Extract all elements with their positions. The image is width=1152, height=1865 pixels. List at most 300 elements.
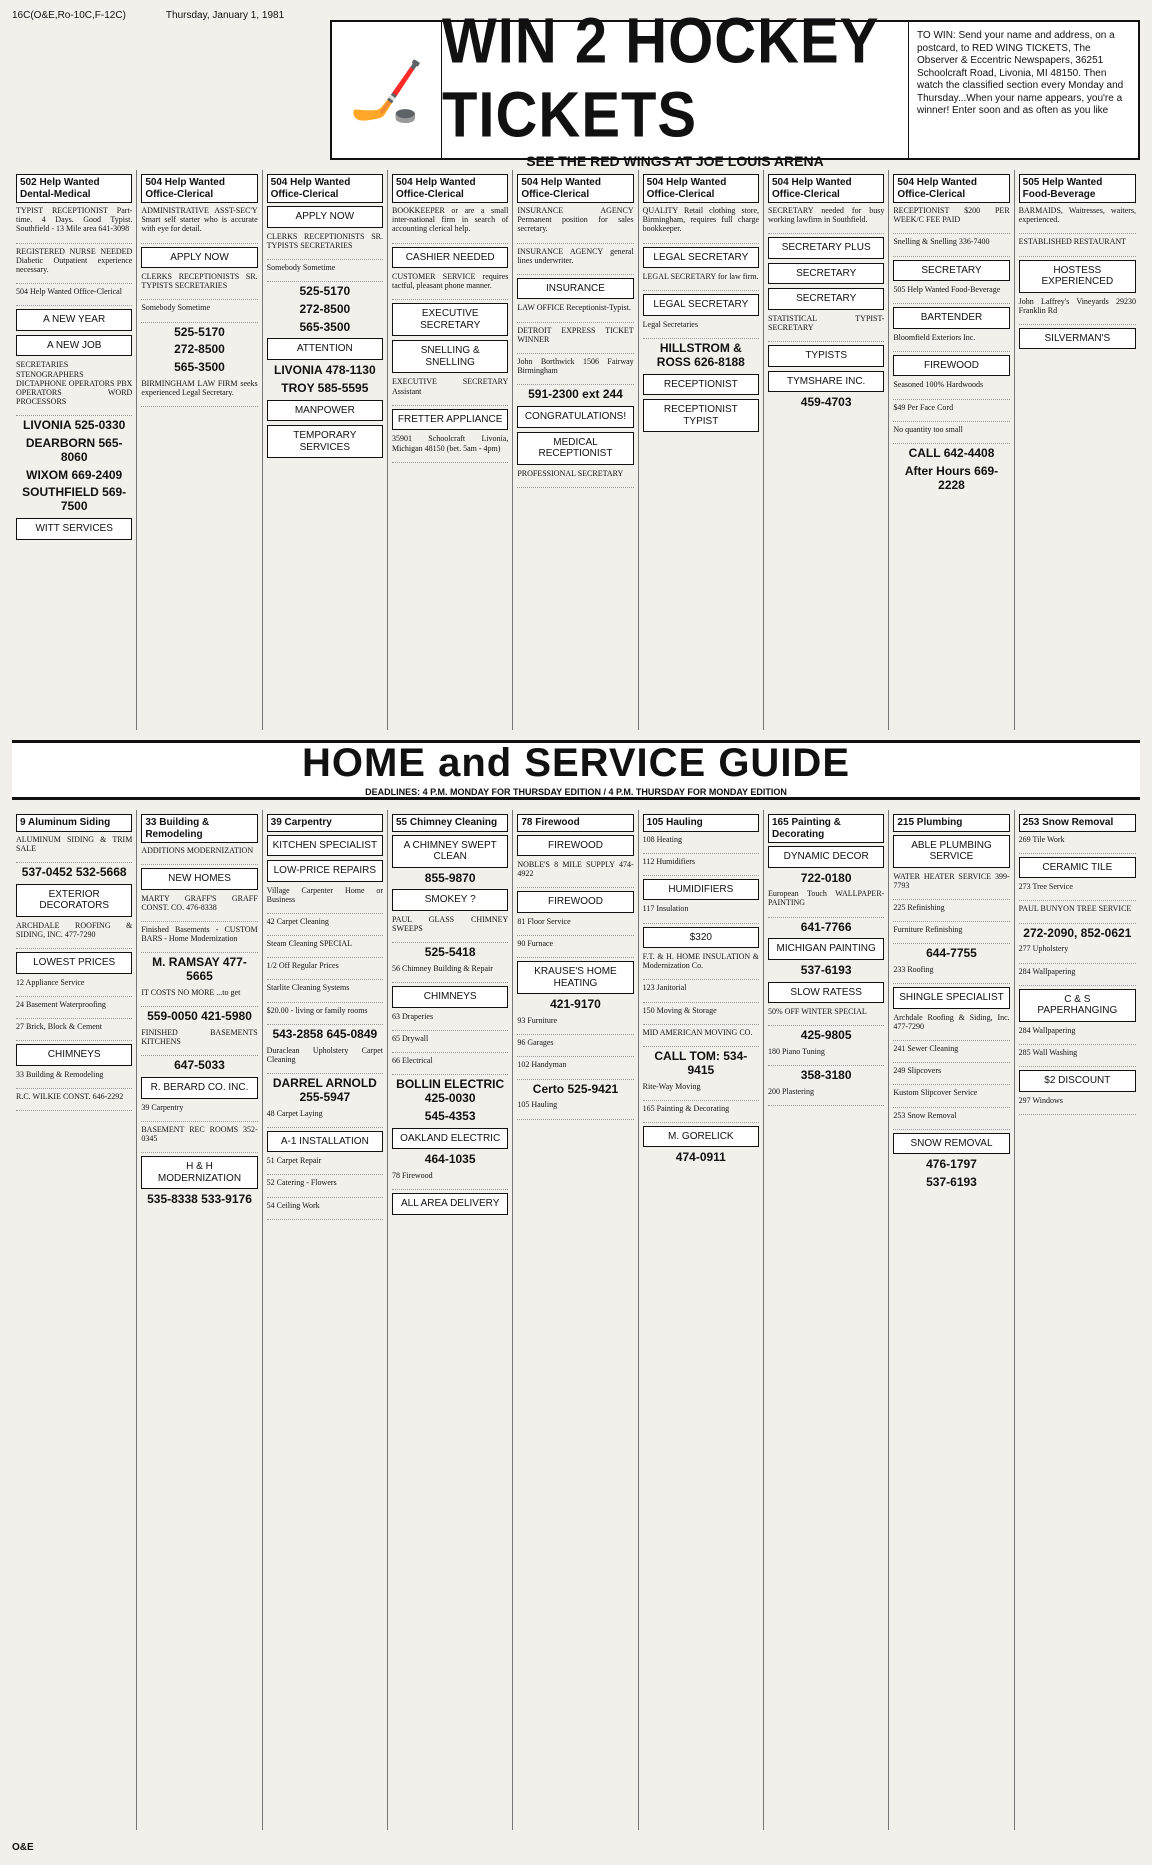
ad-body-text-lines bbox=[768, 336, 884, 342]
classified-ad: 249 Slipcovers bbox=[893, 1066, 942, 1076]
hockey-player-icon: 🏒 bbox=[332, 22, 442, 158]
category-header: 55 Chimney Cleaning bbox=[392, 814, 508, 832]
classified-column bbox=[764, 170, 889, 730]
classified-ad: 476-1797 bbox=[926, 1157, 977, 1172]
ad-body-text-lines bbox=[1019, 251, 1136, 257]
classified-ad: BASEMENT REC ROOMS 352-0345 bbox=[141, 1124, 258, 1144]
classified-column bbox=[12, 810, 137, 1830]
ad-body-text-lines bbox=[517, 348, 633, 354]
classified-ad: PAUL BUNYON TREE SERVICE bbox=[1018, 904, 1132, 914]
classified-ad: BOLLIN ELECTRIC 425-0030 bbox=[396, 1077, 505, 1106]
classified-ad: H & H MODERNIZATION bbox=[141, 1156, 257, 1189]
classified-ad: 565-3500 bbox=[299, 319, 351, 334]
ad-body-text-lines bbox=[16, 410, 132, 416]
classified-ad: CHIMNEYS bbox=[16, 1044, 132, 1066]
category-header: 253 Snow Removal bbox=[1019, 814, 1136, 832]
classified-ad: OAKLAND ELECTRIC bbox=[392, 1128, 508, 1150]
ad-body-text-lines bbox=[643, 333, 759, 339]
ad-body-text-lines bbox=[517, 1074, 633, 1080]
ad-body-text-lines bbox=[643, 918, 759, 924]
classified-ad: 96 Garages bbox=[517, 1038, 554, 1048]
classified-ad: LIVONIA 525-0330 bbox=[23, 418, 126, 433]
classified-ad: Duraclean Upholstery Carpet Cleaning bbox=[266, 1045, 383, 1064]
classified-ad: QUALITY Retail clothing store, Birmingham, requires full charge bookkeeper. bbox=[642, 206, 759, 234]
classified-ad: 54 Ceiling Work bbox=[266, 1200, 320, 1210]
classified-ad: $320 bbox=[643, 927, 759, 949]
ad-body-text-lines bbox=[267, 1214, 383, 1220]
classified-ad: 1/2 Off Regular Prices bbox=[266, 961, 339, 971]
ad-body-text-lines bbox=[893, 1102, 1009, 1108]
classified-ad: 464-1035 bbox=[424, 1152, 476, 1167]
classified-column bbox=[889, 810, 1014, 1830]
classified-ad: Village Carpenter Home or Business bbox=[266, 885, 383, 904]
classified-ad: R. BERARD CO. INC. bbox=[141, 1077, 257, 1099]
classified-column bbox=[388, 810, 513, 1830]
classified-ad: SECRETARY bbox=[893, 260, 1009, 282]
ad-body-text-lines bbox=[16, 1035, 132, 1041]
classified-ad: $20.00 - living or family rooms bbox=[266, 1005, 368, 1015]
classified-column bbox=[137, 810, 262, 1830]
banner-rules: TO WIN: Send your name and address, on a postcard, to RED WING TICKETS, The Observer & Eccentric Newspapers, 36251 Schoolcraft Road, Livonia, MI 48150. Then watch the classified section every Monday and Thursday...When your name appears, you're a winner! Enter soon and as often as you like bbox=[908, 22, 1138, 158]
ad-body-text-lines bbox=[643, 238, 759, 244]
classified-ad: No quantity too small bbox=[893, 424, 963, 434]
classified-ad: MEDICAL RECEPTIONIST bbox=[517, 432, 633, 465]
classified-ad: Starlite Cleaning Systems bbox=[266, 983, 350, 993]
classified-ad: DEARBORN 565-8060 bbox=[25, 436, 123, 464]
classified-ad: $2 DISCOUNT bbox=[1019, 1070, 1136, 1092]
classified-ad: 474-0911 bbox=[675, 1150, 726, 1165]
ad-body-text-lines bbox=[1019, 319, 1136, 325]
ad-body-text-lines bbox=[16, 278, 132, 284]
classified-ad: 269 Tile Work bbox=[1018, 834, 1065, 844]
ad-body-text-lines bbox=[267, 908, 383, 914]
classified-ad: 559-0050 421-5980 bbox=[147, 1009, 252, 1024]
classified-ad: 35901 Schoolcraft Livonia, Michigan 48150 (bet. 5am - 4pm) bbox=[392, 434, 509, 453]
ad-body-text-lines bbox=[517, 882, 633, 888]
classified-ad: Legal Secretaries bbox=[642, 319, 698, 329]
ad-body-text-lines bbox=[893, 346, 1009, 352]
classified-ad: EXTERIOR DECORATORS bbox=[16, 884, 132, 917]
classified-ad: ESTABLISHED RESTAURANT bbox=[1018, 237, 1127, 247]
ad-body-text-lines bbox=[643, 974, 759, 980]
ad-body-text-lines bbox=[1019, 1109, 1136, 1115]
help-wanted-section bbox=[12, 170, 1140, 730]
classified-ad: HUMIDIFIERS bbox=[643, 879, 759, 901]
classified-ad: 241 Sewer Cleaning bbox=[893, 1044, 959, 1054]
category-header: 33 Building & Remodeling bbox=[141, 814, 257, 843]
classified-ad: SLOW RATESS bbox=[768, 982, 884, 1004]
ad-body-text-lines bbox=[517, 952, 633, 958]
ad-body-text-lines bbox=[893, 416, 1009, 422]
ad-body-text-lines bbox=[768, 228, 884, 234]
category-header: 215 Plumbing bbox=[893, 814, 1009, 832]
ad-body-text-lines bbox=[517, 1029, 633, 1035]
ad-body-text-lines bbox=[141, 916, 257, 922]
ad-body-text-lines bbox=[517, 1051, 633, 1057]
ad-body-text-lines bbox=[893, 1079, 1009, 1085]
ad-body-text-lines bbox=[768, 912, 884, 918]
classified-ad: BARTENDER bbox=[893, 307, 1009, 329]
classified-ad: Somebody Sometime bbox=[266, 262, 336, 272]
classified-ad: A NEW JOB bbox=[16, 335, 132, 357]
classified-ad: 284 Wallpapering bbox=[1018, 966, 1076, 976]
classified-ad: PAUL GLASS CHIMNEY SWEEPS bbox=[392, 914, 509, 933]
classified-ad: LIVONIA 478-1130 bbox=[274, 362, 376, 377]
classified-ad: R.C. WILKIE CONST. 646-2292 bbox=[16, 1091, 124, 1101]
classified-ad: 93 Furniture bbox=[517, 1016, 558, 1026]
ad-body-text-lines bbox=[893, 251, 1009, 257]
classified-ad: MANPOWER bbox=[267, 400, 383, 422]
category-header: 504 Help Wanted Office-Clerical bbox=[768, 174, 884, 203]
ad-body-text-lines bbox=[267, 952, 383, 958]
ad-body-text-lines bbox=[16, 300, 132, 306]
classified-ad: SECRETARIES STENOGRAPHERS DICTAPHONE OPERATORS PBX OPERATORS WORD PROCESSORS bbox=[16, 360, 133, 407]
ad-body-text-lines bbox=[141, 317, 257, 323]
classified-ad: Somebody Sometime bbox=[141, 303, 210, 313]
ad-body-text-lines bbox=[893, 298, 1009, 304]
classified-ad: BOOKKEEPER or are a small inter-national firm in search of accounting clerical help. bbox=[392, 206, 509, 234]
ad-body-text-lines bbox=[1019, 958, 1136, 964]
ad-body-text-lines bbox=[267, 276, 383, 282]
home-service-section bbox=[12, 810, 1140, 1830]
ad-body-text-lines bbox=[141, 294, 257, 300]
ad-body-text-lines bbox=[643, 1041, 759, 1047]
classified-ad: 272-2090, 852-0621 bbox=[1023, 925, 1132, 940]
ad-body-text-lines bbox=[517, 1114, 633, 1120]
classified-ad: M. RAMSAY 477-5665 bbox=[152, 955, 247, 984]
ad-body-text-lines bbox=[643, 870, 759, 876]
ad-body-text-lines bbox=[16, 991, 132, 997]
classified-ad: DETROIT EXPRESS TICKET WINNER bbox=[517, 325, 634, 344]
classified-ad: ALUMINUM SIDING & TRIM SALE bbox=[16, 834, 133, 853]
ad-body-text-lines bbox=[141, 401, 257, 407]
classified-column bbox=[263, 810, 388, 1830]
classified-ad: WATER HEATER SERVICE 399-7793 bbox=[893, 871, 1010, 890]
classified-ad: TYPISTS bbox=[768, 345, 884, 367]
classified-ad: LEGAL SECRETARY bbox=[643, 247, 759, 269]
ad-body-text-lines bbox=[392, 400, 508, 406]
classified-ad: REGISTERED NURSE NEEDED Diabetic Outpatient experience necessary. bbox=[16, 246, 133, 274]
category-header: 504 Help Wanted Office-Clerical bbox=[141, 174, 257, 203]
ad-body-text-lines bbox=[267, 974, 383, 980]
classified-ad: SNOW REMOVAL bbox=[893, 1133, 1009, 1155]
ad-body-text-lines bbox=[16, 238, 132, 244]
classified-ad: SOUTHFIELD 569-7500 bbox=[22, 485, 127, 514]
classified-ad: 233 Roofing bbox=[893, 965, 934, 975]
classified-ad: KITCHEN SPECIALIST bbox=[267, 835, 383, 857]
classified-ad: KRAUSE'S HOME HEATING bbox=[517, 961, 633, 994]
classified-ad: CHIMNEYS bbox=[392, 986, 508, 1008]
classified-ad: 66 Electrical bbox=[392, 1056, 433, 1066]
category-header: 39 Carpentry bbox=[267, 814, 383, 832]
classified-ad: NOBLE'S 8 MILE SUPPLY 474-4922 bbox=[517, 860, 634, 879]
ad-body-text-lines bbox=[768, 1060, 884, 1066]
classified-ad: 81 Floor Service bbox=[517, 916, 571, 926]
folio-date: Thursday, January 1, 1981 bbox=[165, 10, 285, 21]
classified-ad: TYMSHARE INC. bbox=[768, 371, 884, 393]
classified-ad: 277 Upholstery bbox=[1018, 944, 1069, 954]
ad-body-text-lines bbox=[267, 1068, 383, 1074]
ad-body-text-lines bbox=[267, 1122, 383, 1128]
classified-ad: John Borthwick 1506 Fairway Birmingham bbox=[517, 357, 634, 376]
classified-ad: M. GORELICK bbox=[643, 1126, 759, 1148]
classified-ad: SECRETARY bbox=[768, 288, 884, 310]
category-header: 502 Help Wanted Dental-Medical bbox=[16, 174, 132, 203]
classified-ad: Steam Cleaning SPECIAL bbox=[266, 939, 352, 949]
page-footer: O&E bbox=[12, 1842, 34, 1853]
ad-body-text-lines bbox=[517, 238, 633, 244]
classified-ad: 273 Tree Service bbox=[1018, 882, 1073, 892]
classified-ad: 591-2300 ext 244 bbox=[528, 387, 623, 402]
ad-body-text-lines bbox=[893, 978, 1009, 984]
classified-ad: WIXOM 669-2409 bbox=[26, 467, 123, 482]
classified-column bbox=[1015, 810, 1140, 1830]
ad-body-text-lines bbox=[392, 457, 508, 463]
classified-ad: 525-5170 bbox=[174, 324, 225, 339]
ad-body-text-lines bbox=[893, 228, 1009, 234]
classified-ad: 52 Catering - Flowers bbox=[266, 1178, 337, 1188]
ad-body-text-lines bbox=[392, 1047, 508, 1053]
classified-ad: 165 Painting & Decorating bbox=[642, 1103, 730, 1113]
classified-ad: 272-8500 bbox=[299, 301, 351, 316]
classified-ad: 425-9805 bbox=[800, 1028, 852, 1043]
classified-ad: CLERKS RECEPTIONISTS SR. TYPISTS SECRETARIES bbox=[266, 231, 383, 250]
classified-ad: 12 Appliance Service bbox=[16, 977, 85, 987]
classified-ad: FRETTER APPLIANCE bbox=[392, 409, 508, 431]
classified-ad: 525-5170 bbox=[299, 284, 351, 299]
classified-ad: 504 Help Wanted Office-Clerical bbox=[16, 287, 122, 297]
ad-body-text-lines bbox=[893, 394, 1009, 400]
classified-ad: SECRETARY needed for busy working lawfirm in Southfield. bbox=[768, 206, 885, 225]
category-header: 504 Help Wanted Office-Clerical bbox=[893, 174, 1009, 203]
ad-body-text-lines bbox=[267, 1019, 383, 1025]
classified-ad: 459-4703 bbox=[800, 395, 852, 410]
ad-body-text-lines bbox=[1019, 1039, 1136, 1045]
classified-ad: 123 Janitorial bbox=[642, 983, 687, 993]
ad-body-text-lines bbox=[643, 1095, 759, 1101]
classified-ad: 421-9170 bbox=[550, 997, 601, 1012]
ad-body-text-lines bbox=[893, 438, 1009, 444]
ad-body-text-lines bbox=[643, 1019, 759, 1025]
classified-ad: RECEPTIONIST bbox=[643, 374, 759, 396]
classified-ad: BIRMINGHAM LAW FIRM seeks experienced Legal Secretary. bbox=[141, 379, 258, 398]
classified-ad: 56 Chimney Building & Repair bbox=[392, 963, 493, 973]
classified-column bbox=[12, 170, 137, 730]
classified-ad: 545-4353 bbox=[424, 1108, 476, 1123]
category-header: 78 Firewood bbox=[517, 814, 633, 832]
classified-ad: TEMPORARY SERVICES bbox=[267, 425, 383, 458]
classified-ad: A-1 INSTALLATION bbox=[267, 1131, 383, 1153]
classified-column bbox=[513, 170, 638, 730]
classified-ad: 39 Carpentry bbox=[141, 1102, 184, 1112]
classified-ad: 647-5033 bbox=[174, 1058, 225, 1073]
ad-body-text-lines bbox=[392, 238, 508, 244]
ad-body-text-lines bbox=[893, 1124, 1009, 1130]
classified-ad: Furniture Refinishing bbox=[893, 925, 963, 935]
classified-ad: 63 Draperies bbox=[392, 1011, 434, 1021]
classified-ad: 105 Hauling bbox=[517, 1100, 558, 1110]
classified-ad: LAW OFFICE Receptionist-Typist. bbox=[517, 303, 631, 313]
classified-ad: Seasoned 100% Hardwoods bbox=[893, 380, 984, 390]
ad-body-text-lines bbox=[643, 1117, 759, 1123]
ad-body-text-lines bbox=[16, 1105, 132, 1111]
classified-ad: APPLY NOW bbox=[267, 206, 383, 228]
ad-body-text-lines bbox=[267, 254, 383, 260]
classified-ad: Kustom Slipcover Service bbox=[893, 1088, 978, 1098]
classified-ad: SECRETARY PLUS bbox=[768, 237, 884, 259]
ad-body-text-lines bbox=[768, 1100, 884, 1106]
classified-ad: ATTENTION bbox=[267, 338, 383, 360]
classified-ad: 42 Carpet Cleaning bbox=[266, 916, 329, 926]
classified-ad: EXECUTIVE SECRETARY bbox=[392, 303, 508, 336]
guide-deadlines: DEADLINES: 4 P.M. MONDAY FOR THURSDAY EDITION / 4 P.M. THURSDAY FOR MONDAY EDITION bbox=[365, 787, 787, 797]
classified-ad: CASHIER NEEDED bbox=[392, 247, 508, 269]
classified-ad: 565-3500 bbox=[174, 360, 225, 375]
classified-ad: LEGAL SECRETARY bbox=[643, 294, 759, 316]
classified-ad: FIREWOOD bbox=[517, 891, 633, 913]
classified-ad: RECEPTIONIST TYPIST bbox=[643, 399, 759, 432]
classified-ad: FIREWOOD bbox=[517, 835, 633, 857]
ad-body-text-lines bbox=[267, 1192, 383, 1198]
ad-body-text-lines bbox=[643, 285, 759, 291]
ad-body-text-lines bbox=[267, 997, 383, 1003]
classified-ad: 27 Brick, Block & Cement bbox=[16, 1021, 102, 1031]
classified-ad: HILLSTROM & ROSS 626-8188 bbox=[656, 340, 745, 369]
classified-ad: Finished Basements - CUSTOM BARS - Home Modernization bbox=[141, 925, 258, 944]
ad-body-text-lines bbox=[141, 1001, 257, 1007]
classified-ad: Certo 525-9421 bbox=[532, 1081, 619, 1096]
classified-column bbox=[889, 170, 1014, 730]
ad-body-text-lines bbox=[141, 947, 257, 953]
classified-ad: SMOKEY ? bbox=[392, 889, 508, 911]
ad-body-text-lines bbox=[141, 1147, 257, 1153]
classified-ad: MARTY GRAFF'S GRAFF CONST. CO. 476-8338 bbox=[141, 893, 258, 912]
classified-ad: Rite-Way Moving bbox=[642, 1081, 701, 1091]
folio-code: 16C(O&E,Ro-10C,F-12C) bbox=[12, 10, 126, 21]
classified-ad: 90 Furnace bbox=[517, 939, 554, 949]
ad-body-text-lines bbox=[141, 1050, 257, 1056]
ad-body-text-lines bbox=[1019, 918, 1136, 924]
classified-ad: ADDITIONS MODERNIZATION bbox=[141, 846, 254, 855]
classified-ad: INSURANCE AGENCY general lines underwriter. bbox=[517, 246, 634, 265]
classified-ad: ALL AREA DELIVERY bbox=[392, 1193, 508, 1215]
classified-ad: 50% OFF WINTER SPECIAL bbox=[768, 1007, 867, 1017]
classified-ad: After Hours 669-2228 bbox=[904, 463, 999, 492]
category-header: 504 Help Wanted Office-Clerical bbox=[392, 174, 508, 203]
ad-body-text-lines bbox=[1019, 1061, 1136, 1067]
ad-body-text-lines bbox=[141, 238, 257, 244]
classified-ad: 543-2858 645-0849 bbox=[272, 1026, 378, 1041]
ad-body-text-lines bbox=[267, 930, 383, 936]
classified-ad: $49 Per Face Cord bbox=[893, 402, 954, 412]
classified-column bbox=[764, 810, 889, 1830]
ad-body-text-lines bbox=[893, 916, 1009, 922]
classified-ad: RECEPTIONIST $200 PER WEEK/C FEE PAID bbox=[893, 206, 1010, 225]
classified-ad: 117 Insulation bbox=[642, 904, 689, 914]
classified-ad: A CHIMNEY SWEPT CLEAN bbox=[392, 835, 508, 868]
classified-ad: 65 Drywall bbox=[392, 1033, 429, 1043]
ad-body-text-lines bbox=[768, 1020, 884, 1026]
classified-ad: Archdale Roofing & Siding, Inc. 477-7290 bbox=[893, 1012, 1010, 1031]
classified-ad: 200 Plastering bbox=[768, 1087, 814, 1097]
ad-body-text-lines bbox=[517, 930, 633, 936]
ad-body-text-lines bbox=[517, 482, 633, 488]
classified-ad: 641-7766 bbox=[800, 919, 852, 934]
classified-ad: F.T. & H. HOME INSULATION & Modernization Co. bbox=[642, 952, 759, 971]
ad-body-text-lines bbox=[1019, 848, 1136, 854]
classified-ad: 24 Basement Waterproofing bbox=[16, 999, 106, 1009]
classified-ad: CALL TOM: 534-9415 bbox=[654, 1049, 748, 1077]
banner-headline: WIN 2 HOCKEY TICKETS bbox=[442, 5, 879, 151]
classified-ad: 722-0180 bbox=[800, 870, 852, 885]
classified-ad: CERAMIC TILE bbox=[1019, 857, 1136, 879]
classified-ad: 108 Heating bbox=[642, 834, 682, 844]
classified-ad: ARCHDALE ROOFING & SIDING, INC. 477-7290 bbox=[16, 920, 133, 939]
classified-ad: European Touch WALLPAPER-PAINTING bbox=[768, 889, 885, 908]
classified-ad: INSURANCE AGENCY Permanent position for sales secretary. bbox=[517, 206, 634, 234]
ad-body-text-lines bbox=[643, 848, 759, 854]
ad-body-text-lines bbox=[643, 997, 759, 1003]
classified-ad: 33 Building & Remodeling bbox=[16, 1069, 104, 1079]
classified-ad: DARREL ARNOLD 255-5947 bbox=[272, 1075, 377, 1104]
classified-ad: SECRETARY bbox=[768, 263, 884, 285]
classified-ad: FINISHED BASEMENTS KITCHENS bbox=[141, 1028, 258, 1047]
banner-subhead: SEE THE RED WINGS AT JOE LOUIS ARENA bbox=[526, 153, 824, 169]
classified-ad: HOSTESS EXPERIENCED bbox=[1019, 260, 1136, 293]
classified-ad: 855-9870 bbox=[424, 870, 476, 885]
ad-body-text-lines bbox=[517, 269, 633, 275]
classified-column bbox=[137, 170, 262, 730]
classified-column bbox=[639, 170, 764, 730]
classified-column bbox=[513, 810, 638, 1830]
classified-ad: 535-8338 533-9176 bbox=[147, 1192, 252, 1207]
ad-body-text-lines bbox=[893, 938, 1009, 944]
ad-body-text-lines bbox=[392, 294, 508, 300]
category-header: 504 Help Wanted Office-Clerical bbox=[643, 174, 759, 203]
ad-body-text-lines bbox=[392, 1025, 508, 1031]
category-header: 504 Help Wanted Office-Clerical bbox=[517, 174, 633, 203]
ad-body-text-lines bbox=[141, 859, 257, 865]
classified-ad: 358-3180 bbox=[800, 1068, 852, 1083]
classified-ad: 225 Refinishing bbox=[893, 902, 945, 912]
classified-ad: TYPIST RECEPTIONIST Part-time. 4 Days. Good Typist. Southfield - 13 Mile area 641-3098 bbox=[16, 206, 133, 234]
classified-ad: EXECUTIVE SECRETARY Assistant bbox=[392, 377, 509, 396]
classified-ad: 505 Help Wanted Food-Beverage bbox=[893, 285, 1001, 295]
classified-ad: 537-0452 532-5668 bbox=[21, 864, 127, 879]
classified-ad: 51 Carpet Repair bbox=[266, 1156, 322, 1166]
classified-ad: SILVERMAN'S bbox=[1019, 328, 1136, 350]
classified-ad: 285 Wall Washing bbox=[1018, 1047, 1078, 1057]
classified-column bbox=[1015, 170, 1140, 730]
classified-ad: 297 Windows bbox=[1018, 1095, 1063, 1105]
classified-ad: 272-8500 bbox=[174, 342, 225, 357]
classified-ad: 537-6193 bbox=[800, 962, 852, 977]
ad-body-text-lines bbox=[1019, 980, 1136, 986]
classified-ad: BARMAIDS, Waitresses, waiters, experienced. bbox=[1018, 206, 1136, 225]
ad-body-text-lines bbox=[392, 1069, 508, 1075]
ad-body-text-lines bbox=[16, 1083, 132, 1089]
ad-body-text-lines bbox=[16, 857, 132, 863]
classified-ad: Snelling & Snelling 336-7400 bbox=[893, 237, 990, 247]
ad-body-text-lines bbox=[392, 937, 508, 943]
ad-body-text-lines bbox=[267, 1169, 383, 1175]
classified-ad: IT COSTS NO MORE ...to get bbox=[141, 988, 241, 998]
classified-column bbox=[388, 170, 513, 730]
classified-ad: CALL 642-4408 bbox=[908, 446, 995, 460]
classified-ad: 150 Moving & Storage bbox=[642, 1005, 717, 1015]
category-header: 504 Help Wanted Office-Clerical bbox=[267, 174, 383, 203]
classified-ad: STATISTICAL TYPIST-SECRETARY bbox=[768, 313, 885, 333]
